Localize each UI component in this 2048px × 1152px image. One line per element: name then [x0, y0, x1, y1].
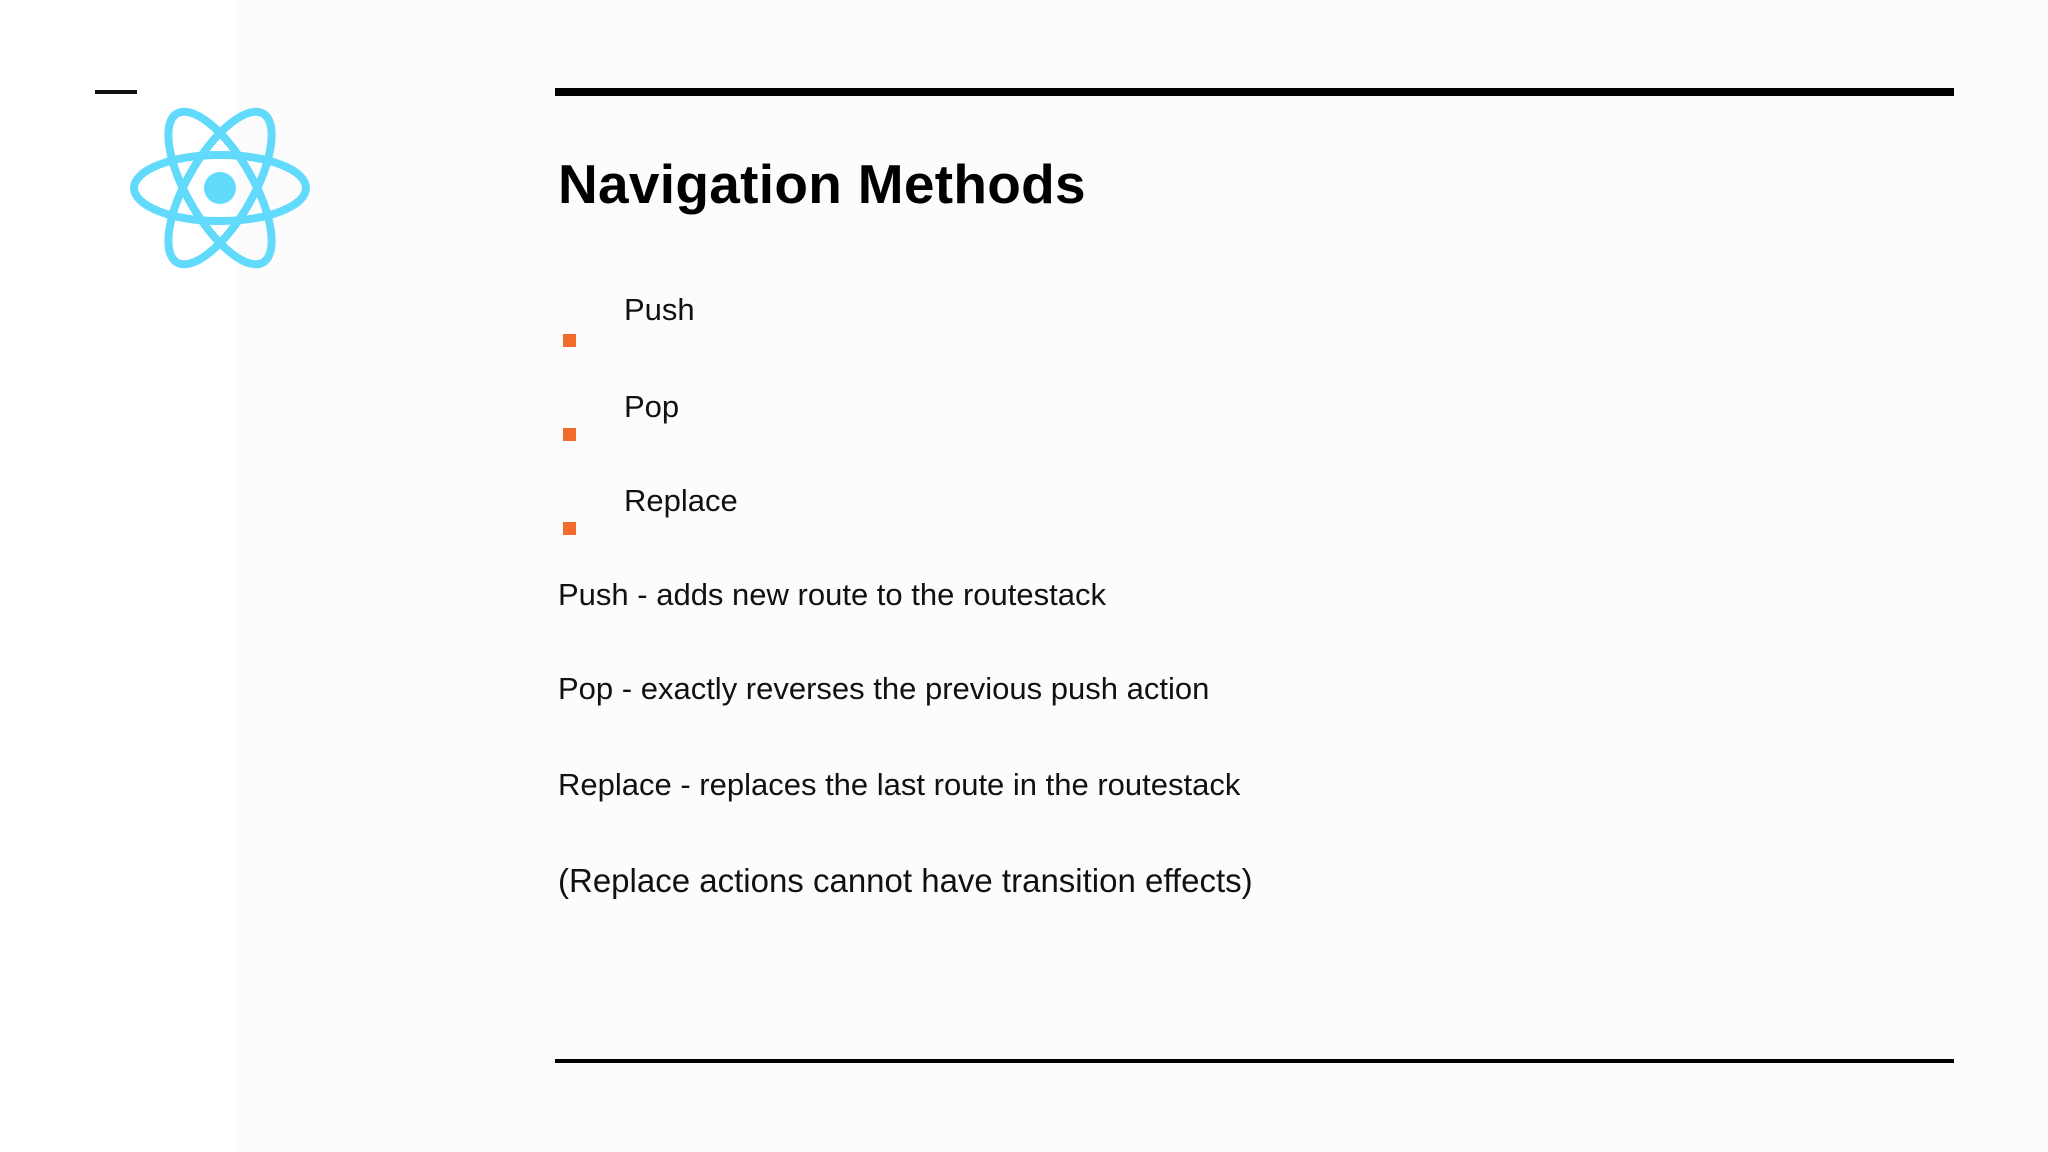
bullet-label: Replace [624, 483, 738, 518]
square-bullet-icon [563, 428, 576, 441]
description-replace: Replace - replaces the last route in the routestack [558, 767, 1241, 802]
slide-title: Navigation Methods [558, 153, 1086, 215]
top-rule [555, 88, 1954, 96]
bullet-label: Pop [624, 389, 680, 424]
bullet-item-push [560, 292, 1160, 352]
bullet-label: Push [624, 292, 695, 327]
square-bullet-icon [563, 334, 576, 347]
react-atom-icon [128, 104, 312, 272]
slide-number-dash [95, 90, 137, 94]
bullet-item-pop [560, 389, 1160, 449]
description-pop: Pop - exactly reverses the previous push action [558, 671, 1210, 706]
bottom-rule [555, 1059, 1954, 1063]
square-bullet-icon [563, 522, 576, 535]
description-push: Push - adds new route to the routestack [558, 577, 1106, 612]
bullet-item-replace [560, 483, 1160, 543]
description-note: (Replace actions cannot have transition effects) [558, 862, 1253, 899]
